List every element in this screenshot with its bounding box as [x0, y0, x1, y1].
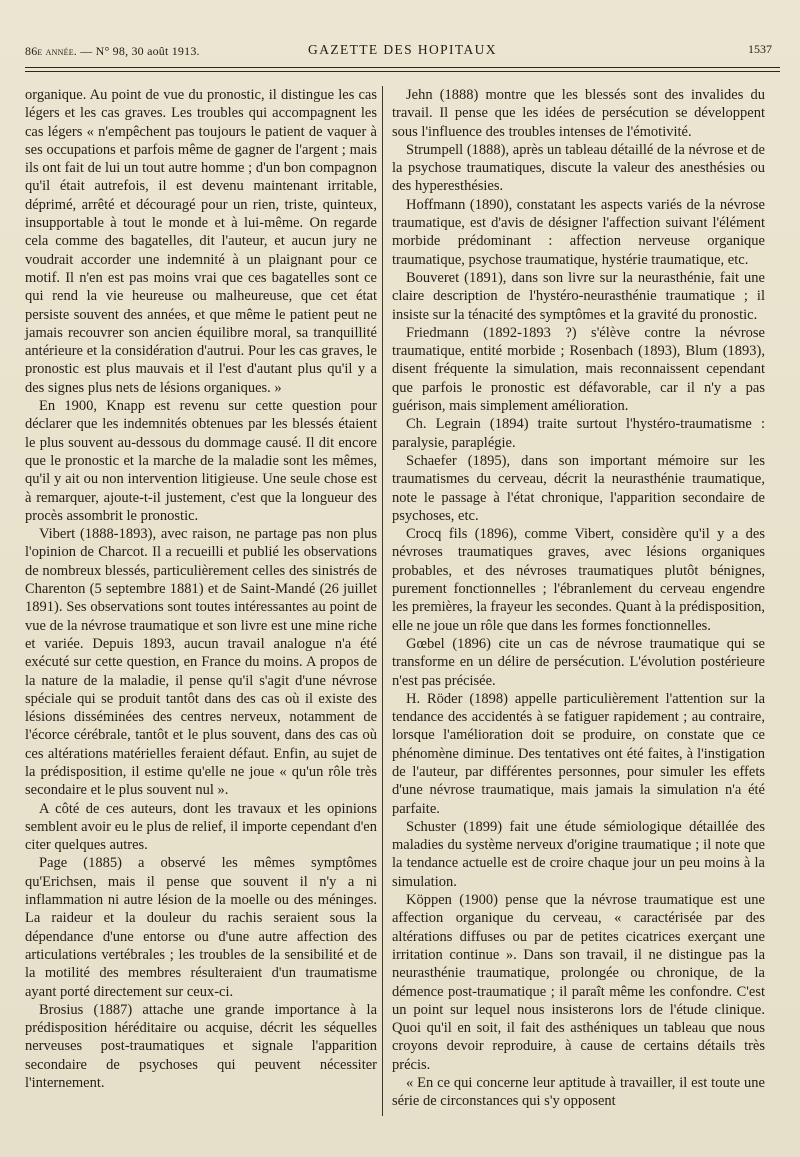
header-rule-thin — [25, 67, 780, 68]
journal-title: GAZETTE DES HOPITAUX — [308, 42, 497, 57]
column-divider — [382, 86, 383, 1116]
paragraph: Köppen (1900) pense que la névrose traumatique est une affection organique du cerveau, « caractérisée par des altérations diffuses ou par de petites cicatrices exerçant une irritation continue ». Dans son travail, il ne distingue pas la neurasthénie traumatique, prolongée ou chronique, de la démence post-traumatique ; il paraît même les confondre. C'est un point sur lequel nous insisterons lors de l'étude clinique. Quoi qu'il en soit, il fait des asthéniques un tableau que nous croyons devoir reproduire, à cause de certains détails très précis. — [392, 892, 765, 1073]
right-column — [392, 86, 765, 1111]
paragraph: Schaefer (1895), dans son important mémoire sur les traumatismes du cerveau, décrit la neurasthénie traumatique, note le passage à l'état chronique, l'apparition secondaire de psychoses, etc. — [392, 452, 765, 524]
issue-date: — N° 98, 30 août 1913. — [80, 44, 200, 58]
paragraph: Brosius (1887) attache une grande importance à la prédisposition héréditaire ou acquise, décrit les séquelles nerveuses post-traumatiques et signale l'apparition secondaire de psychoses qui peuvent nécessiter l'internement. — [25, 1001, 377, 1092]
paragraph: H. Röder (1898) appelle particulièrement l'attention sur la tendance des accidentés à se fatiguer rapidement ; au contraire, lorsque l'amélioration doit se produire, on constate que ce phénomène diminue. Des tentatives ont été faites, à l'instigation de l'auteur, par différentes personnes, pour simuler les effets d'une névrose traumatique, mais jamais la simulation n'a été parfaite. — [392, 690, 765, 817]
paragraph: Jehn (1888) montre que les blessés sont des invalides du travail. Il pense que les idées de persécution se développent sous l'influence des troubles intenses de l'émotivité. — [392, 87, 765, 140]
paragraph: Vibert (1888-1893), avec raison, ne partage pas non plus l'opinion de Charcot. Il a recueilli et publié les observations de nombreux blessés, particulièrement celles des sinistrés de Charenton (5 septembre 1881) et de Saint-Mandé (26 juillet 1891). Ses observations sont toutes intéressantes au point de vue de la névrose traumatique et son livre est une mine riche et variée. Depuis 1893, aucun travail analogue n'a été exécuté sur cette question, en France du moins. A propos de la nature de la maladie, il pense qu'il s'agit d'une névrose spéciale qui se produit tantôt dans des cas où il existe des lésions disséminées des centres nerveux, notamment de l'écorce cérébrale, tantôt et le plus souvent, dans des cas où ces altérations matérielles feraient défaut. Enfin, au sujet de la prédisposition, il estime qu'elle ne joue « qu'un rôle très secondaire et le plus souvent nul ». — [25, 526, 377, 799]
page-header — [25, 38, 780, 60]
paragraph: Page (1885) a observé les mêmes symptômes qu'Erichsen, mais il pense que souvent il n'y a ni inflammation ni autre lésion de la moelle ou des méninges. La raideur et la douleur du rachis seraient sous la dépendance d'une entorse ou d'une autre affection des articulations vertébrales ; les troubles de la sensibilité et de la motilité des membres résulteraient d'un traumatisme ayant porté directement sur ceux-ci. — [25, 855, 377, 1000]
year-label: 86e année. — [25, 44, 77, 58]
page-number: 1537 — [748, 42, 772, 56]
header-rule-thick — [25, 71, 780, 72]
paragraph: Ch. Legrain (1894) traite surtout l'hystéro-traumatisme : paralysie, paraplégie. — [392, 416, 765, 451]
paragraph: « En ce qui concerne leur aptitude à travailler, il est toute une série de circonstances qui s'y opposent — [392, 1075, 765, 1110]
paragraph: Friedmann (1892-1893 ?) s'élève contre la névrose traumatique, entité morbide ; Rosenbach (1893), Blum (1893), disent fréquente la simulation, mais reconnaissent cependant que parfois le pronostic est défavorable, car il n'y a pas guérison, mais simplement amélioration. — [392, 324, 765, 415]
paragraph: A côté de ces auteurs, dont les travaux et les opinions semblent avoir eu le plus de relief, il importe cependant d'en citer quelques autres. — [25, 800, 377, 854]
paragraph: Schuster (1899) fait une étude sémiologique détaillée des maladies du système nerveux d'origine traumatique ; il note que la tendance actuelle est de croire chaque jour un peu moins à la simulation. — [392, 818, 765, 890]
left-column — [25, 86, 377, 1092]
paragraph: organique. Au point de vue du pronostic, il distingue les cas légers et les cas graves. Les troubles qui accompagnent les cas légers « n'empêchent pas toujours le patient de vaquer à ses occupations et parfois même de gagner de l'argent ; mais ils ont fait de lui un tout autre homme ; d'un bon compagnon qu'il était autrefois, il est devenu maintenant irritable, déprimé, arrêté et découragé pour un rien, triste, quinteux, insupportable à tout le monde et à lui-même. On regarde cela comme des bagatelles, dit l'auteur, et aucun jury ne voudrait accorder une indemnité à un plaignant pour ce motif. Il n'en est pas moins vrai que ces bagatelles sont ce qui rend la vie heureuse ou malheureuse, que cet état persiste souvent des années, et que même le patient peut ne jamais recouvrer son ancien équilibre moral, sa tranquillité antérieure et la considération d'autrui. Pour les cas graves, le pronostic est plus mauvais et il l'est d'autant plus qu'il y a des signes plus nets de lésions organiques. » — [25, 87, 377, 396]
paragraph: Hoffmann (1890), constatant les aspects variés de la névrose traumatique, est d'avis de désigner l'affection suivant l'élément morbide prédominant : affection nerveuse organique traumatique, psychose traumatique, hystérie traumatique, etc. — [392, 196, 765, 268]
paragraph: Strumpell (1888), après un tableau détaillé de la névrose et de la psychose traumatiques, discute la valeur des anesthésies ou des hyperesthésies. — [392, 141, 765, 195]
paragraph: Bouveret (1891), dans son livre sur la neurasthénie, fait une claire description de l'hystéro-neurasthénie traumatique ; il insiste sur la ténacité des symptômes et la gravité du pronostic. — [392, 269, 765, 323]
paragraph: Crocq fils (1896), comme Vibert, considère qu'il y a des névroses traumatiques graves, avec lésions organiques probables, et des névroses traumatiques plutôt bénignes, purement fonctionnelles ; l'ébranlement du cerveau engendre les premières, la frayeur les secondes. Quant à la prédisposition, elle ne joue un rôle que dans les formes fonctionnelles. — [392, 526, 765, 634]
paragraph: Gœbel (1896) cite un cas de névrose traumatique qui se transforme en un délire de persécution. L'évolution postérieure n'est pas précisée. — [392, 635, 765, 689]
paragraph: En 1900, Knapp est revenu sur cette question pour déclarer que les indemnités obtenues par les blessés étaient le plus souvent au-dessous du dommage causé. Il dit encore que le pronostic et la marche de la maladie sont les mêmes, qu'il y ait ou non intervention litigieuse. Une seule chose est à remarquer, ajoute-t-il justement, c'est que la longueur des procès assombrit le pronostic. — [25, 398, 377, 524]
